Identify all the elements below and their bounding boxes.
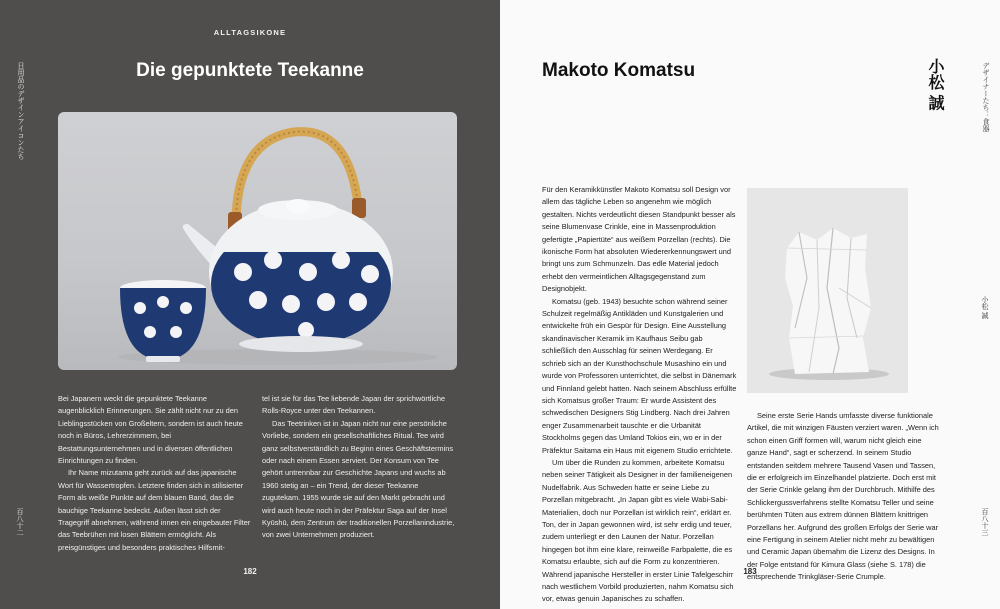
page-number: 182 bbox=[243, 567, 257, 576]
paragraph: Ihr Name mizutama geht zurück auf das japanische Wort für Wassertropfen. Letztere finden sich in stilisierter Form als weiße Punkte auf dem blauen Band, das die bauchige Teekanne bedeckt. Außen lässt sich der Tragegriff abnehmen, während innen ein eingebauter Filter das Teebrühen mit losen Blättern ermöglicht. Als preisgünstiges und besonders praktisches Hilfsmit- bbox=[58, 468, 251, 552]
side-page-number-japanese: 百八十二 bbox=[16, 508, 23, 536]
side-caption-japanese: デザイナーたち：食器 bbox=[982, 62, 989, 132]
teapot-illustration bbox=[58, 112, 457, 370]
right-text-column-1 bbox=[542, 184, 738, 606]
paragraph: Seine erste Serie Hands umfasste diverse funktionale Artikel, die mit winzigen Fäusten verziert waren. „Wenn ich schon einen Griff formen will, warum nicht gleich eine ganze Hand“, sagt er scherzend. In seinem Studio entstanden seitdem mehrere Tausend Vasen und Tassen, die er erfolgreich im Einzelhandel platzierte. Doch erst mit der Serie Crinkle gelang ihm der Durchbruch. Mithilfe des Schlickergussverfahrens stellte Komatsu Teller und seine berühmten Tüten aus extrem dünnen Blättern knittrigen Porzellans her. Aufgrund des großen Erfolgs der Serie war eine Fertigung in seinem Atelier nicht mehr zu bewältigen und Ceramic Japan übernahm die Lizenz des Designs. In der Folge entstand für Kimura Glass (siehe S. 178) die entsprechende Trinkgläser-Serie Crumple. bbox=[747, 411, 939, 582]
left-text-column-2 bbox=[262, 393, 458, 542]
paragraph: tel ist sie für das Tee liebende Japan der sprichwörtliche Rolls-Royce unter den Teekannen. bbox=[262, 394, 446, 416]
right-page bbox=[500, 0, 1000, 609]
crinkle-vase-illustration bbox=[747, 188, 908, 393]
side-caption-japanese: 日用品のデザインアイコンたち bbox=[17, 62, 24, 160]
left-text-column-1 bbox=[58, 393, 251, 554]
paragraph: Komatsu (geb. 1943) besuchte schon während seiner Schulzeit regelmäßig Antikläden und Kunstgalerien und entwickelte früh ein Gespür für Design. Eine Ausstellung skandinavischer Keramik im Kaufhaus Seibu gab schließlich den Ausschlag für seinen Werdegang. Er schrieb sich an der Kunsthochschule Musashino ein und wurde von Professoren unterrichtet, die selbst in Dänemark und Finnland gelebt hatten. Nach seinem Abschluss erfüllte sich Komatsus großer Traum: Er wurde Assistent des schwedischen Designers Stig Lindberg. Nach drei Jahren enger Zusammenarbeit tauschte er die Urbanität Stockholms gegen das Umland Tokios ein, wo er in der Präfektur Saitama ein Haus mit eigenem Studio errichtete. bbox=[542, 296, 737, 455]
right-text-column-2 bbox=[747, 410, 943, 584]
paragraph: Bei Japanern weckt die gepunktete Teekanne augenblicklich Erinnerungen. Sie zählt nicht nur zu den Lieblingsstücken von Großeltern, sondern ist auch heute noch in Büros, Lehrerzimmern, bei Bestattungsunternehmen und in diversen öffentlichen Einrichtungen zu finden. bbox=[58, 394, 243, 466]
section-label: ALLTAGSIKONE bbox=[213, 28, 287, 37]
paragraph: Das Teetrinken ist in Japan nicht nur eine persönliche Vorliebe, sondern ein gesellschaftliches Ritual. Tee wird ganz selbstverständlich zu Beginn eines Geschäftstermins oder nach einem Essen serviert. Der Konsum von Tee gehört untrennbar zur Geschichte Japans und wuchs ab 1960 stetig an – ein Trend, der dieser Teekanne zugutekam. 1955 wurde sie auf den Markt gebracht und wird auch heute noch in der Präfektur Saga auf der Insel Kyūshū, dem Zentrum der traditionellen Porzellanindustrie, von zwei Unternehmen produziert. bbox=[262, 418, 455, 540]
page-title: Die gepunktete Teekanne bbox=[136, 60, 364, 81]
paragraph: Für den Keramikkünstler Makoto Komatsu soll Design vor allem das tägliche Leben so angenehm wie möglich gestalten. Nichts verdeutlicht diesen Standpunkt besser als seine Blumenvase Crinkle, eine in Massenproduktion gefertigte „Papiertüte“ aus weißem Porzellan (rechts). Die ikonische Form hat absoluten Wiedererkennungswert und bringt uns zum Schmunzeln. Das edle Material jedoch erhebt den vermeintlichen Alltagsgegenstand zum Designobjekt. bbox=[542, 185, 736, 294]
paragraph: Um über die Runden zu kommen, arbeitete Komatsu neben seiner Tätigkeit als Designer in der familieneigenen Nudelfabrik. Aus Schweden hatte er seine Liebe zu Porzellan mitgebracht. „In Japan gibt es viele Wabi-Sabi-Materialien, doch nur Porzellan ist wirklich rein“, erklärt er. Ton, der in Japan gewonnen wird, ist sehr erdig und teuer, zudem unterliegt er den Launen der Natur. Porzellan hingegen bot ihm eine klare, reinweiße Farbpalette, die es Komatsu erlaubte, sich auf die Form zu konzentrieren. Während japanische Hersteller in erster Linie Tafelgeschirr nach westlichem Vorbild produzierten, nahm Komatsu sich vor, etwas genuin Japanisches zu schaffen. bbox=[542, 457, 734, 604]
side-page-number-japanese: 百八十三 bbox=[981, 508, 988, 536]
page-title: Makoto Komatsu bbox=[542, 60, 696, 81]
designer-name-kanji: 小松 誠 bbox=[926, 58, 943, 111]
side-name-japanese: 小松 誠 bbox=[981, 296, 988, 319]
crinkle-vase-photo bbox=[747, 188, 908, 393]
page-number: 183 bbox=[743, 567, 757, 576]
teapot-photo bbox=[58, 112, 457, 370]
